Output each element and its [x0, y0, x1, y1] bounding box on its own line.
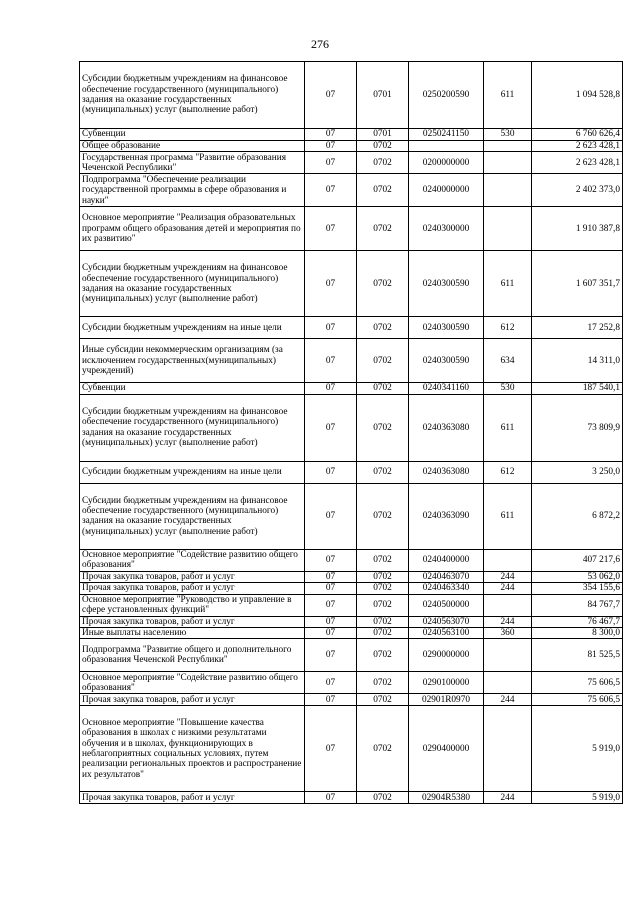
- row-target-article: [409, 141, 484, 152]
- row-section: 07: [305, 62, 357, 129]
- row-target-article: 0240363080: [409, 394, 484, 461]
- row-section: 07: [305, 317, 357, 339]
- row-section: 07: [305, 141, 357, 152]
- table-row: [80, 483, 623, 549]
- row-name: Субсидии бюджетным учреждениям на финансовое обеспечение государственного (муниципального) задания на оказание государственных (муниципальных) услуг (выполнение работ): [80, 394, 305, 461]
- table-row: [80, 694, 623, 706]
- row-section: 07: [305, 672, 357, 694]
- table-row: [80, 594, 623, 616]
- page-number: 276: [311, 37, 329, 51]
- row-name: Субвенции: [80, 129, 305, 141]
- table-row: [80, 792, 623, 804]
- row-target-article: 0240563100: [409, 628, 484, 639]
- row-name: Прочая закупка товаров, работ и услуг: [80, 571, 305, 582]
- row-subsection: 0702: [357, 394, 409, 461]
- row-target-article: 02904R5380: [409, 792, 484, 804]
- row-target-article: 0200000000: [409, 152, 484, 174]
- table-row: [80, 639, 623, 672]
- row-section: 07: [305, 549, 357, 571]
- row-section: 07: [305, 174, 357, 207]
- row-amount: 407 217,6: [532, 549, 623, 571]
- row-expense-type: [484, 672, 532, 694]
- row-target-article: 0290000000: [409, 639, 484, 672]
- budget-table: [79, 61, 623, 804]
- row-target-article: 0240341160: [409, 383, 484, 394]
- row-expense-type: 612: [484, 317, 532, 339]
- row-subsection: 0702: [357, 251, 409, 317]
- row-subsection: 0702: [357, 317, 409, 339]
- row-target-article: 0240400000: [409, 549, 484, 571]
- table-row: [80, 339, 623, 383]
- row-subsection: 0702: [357, 483, 409, 549]
- row-name: Основное мероприятие "Содействие развитию общего образования": [80, 672, 305, 694]
- row-section: 07: [305, 694, 357, 706]
- row-expense-type: 612: [484, 461, 532, 483]
- row-expense-type: 634: [484, 339, 532, 383]
- row-target-article: 0250200590: [409, 62, 484, 129]
- row-expense-type: 360: [484, 628, 532, 639]
- row-subsection: 0701: [357, 129, 409, 141]
- table-row: [80, 628, 623, 639]
- row-name: Субсидии бюджетным учреждениям на финансовое обеспечение государственного (муниципального) задания на оказание государственных (муниципальных) услуг (выполнение работ): [80, 62, 305, 129]
- row-subsection: 0702: [357, 207, 409, 251]
- row-target-article: 0240463340: [409, 583, 484, 594]
- table-row: [80, 549, 623, 571]
- row-name: Субсидии бюджетным учреждениям на иные цели: [80, 317, 305, 339]
- row-amount: 53 062,0: [532, 571, 623, 582]
- table-row: [80, 141, 623, 152]
- row-section: 07: [305, 594, 357, 616]
- row-expense-type: 244: [484, 694, 532, 706]
- row-expense-type: 530: [484, 383, 532, 394]
- row-target-article: 0240463070: [409, 571, 484, 582]
- row-expense-type: 611: [484, 394, 532, 461]
- row-amount: 1 910 387,8: [532, 207, 623, 251]
- table-row: [80, 251, 623, 317]
- row-amount: 2 402 373,0: [532, 174, 623, 207]
- row-subsection: 0702: [357, 461, 409, 483]
- row-expense-type: 244: [484, 616, 532, 627]
- table-row: [80, 207, 623, 251]
- row-section: 07: [305, 207, 357, 251]
- row-name: Иные выплаты населению: [80, 628, 305, 639]
- row-expense-type: [484, 639, 532, 672]
- row-amount: 2 623 428,1: [532, 141, 623, 152]
- table-row: [80, 129, 623, 141]
- row-section: 07: [305, 383, 357, 394]
- row-target-article: 0240300000: [409, 207, 484, 251]
- row-amount: 14 311,0: [532, 339, 623, 383]
- table-row: [80, 174, 623, 207]
- row-section: 07: [305, 706, 357, 792]
- row-target-article: 0240300590: [409, 339, 484, 383]
- row-target-article: 0290100000: [409, 672, 484, 694]
- row-section: 07: [305, 639, 357, 672]
- row-expense-type: [484, 706, 532, 792]
- row-subsection: 0702: [357, 571, 409, 582]
- table-row: [80, 317, 623, 339]
- row-expense-type: 244: [484, 792, 532, 804]
- row-expense-type: 530: [484, 129, 532, 141]
- row-amount: 75 606,5: [532, 672, 623, 694]
- row-target-article: 0240563070: [409, 616, 484, 627]
- row-section: 07: [305, 792, 357, 804]
- row-section: 07: [305, 571, 357, 582]
- row-target-article: 0240000000: [409, 174, 484, 207]
- row-amount: 2 623 428,1: [532, 152, 623, 174]
- row-expense-type: [484, 594, 532, 616]
- row-subsection: 0702: [357, 141, 409, 152]
- row-name: Подпрограмма "Развитие общего и дополнительного образования Чеченской Республики": [80, 639, 305, 672]
- row-expense-type: 244: [484, 571, 532, 582]
- row-amount: 81 525,5: [532, 639, 623, 672]
- row-subsection: 0702: [357, 694, 409, 706]
- table-row: [80, 706, 623, 792]
- row-amount: 1 094 528,8: [532, 62, 623, 129]
- row-amount: 84 767,7: [532, 594, 623, 616]
- table-row: [80, 616, 623, 627]
- row-target-article: 0240363090: [409, 483, 484, 549]
- row-subsection: 0702: [357, 639, 409, 672]
- row-subsection: 0702: [357, 174, 409, 207]
- row-target-article: 0240300590: [409, 317, 484, 339]
- row-subsection: 0702: [357, 594, 409, 616]
- row-section: 07: [305, 152, 357, 174]
- row-amount: 354 155,6: [532, 583, 623, 594]
- row-target-article: 02901R0970: [409, 694, 484, 706]
- row-expense-type: [484, 141, 532, 152]
- row-name: Общее образование: [80, 141, 305, 152]
- row-target-article: 0240363080: [409, 461, 484, 483]
- row-amount: 73 809,9: [532, 394, 623, 461]
- row-subsection: 0702: [357, 792, 409, 804]
- row-expense-type: [484, 207, 532, 251]
- row-name: Субсидии бюджетным учреждениям на иные цели: [80, 461, 305, 483]
- row-section: 07: [305, 251, 357, 317]
- row-amount: 76 467,7: [532, 616, 623, 627]
- row-name: Прочая закупка товаров, работ и услуг: [80, 792, 305, 804]
- row-expense-type: [484, 174, 532, 207]
- row-section: 07: [305, 339, 357, 383]
- row-expense-type: [484, 152, 532, 174]
- row-name: Иные субсидии некоммерческим организациям (за исключением государственных(муниципальных) учреждений): [80, 339, 305, 383]
- row-name: Основное мероприятие "Руководство и управление в сфере установленных функций": [80, 594, 305, 616]
- table-row: [80, 383, 623, 394]
- row-section: 07: [305, 616, 357, 627]
- row-subsection: 0702: [357, 549, 409, 571]
- row-subsection: 0702: [357, 583, 409, 594]
- table-row: [80, 152, 623, 174]
- row-section: 07: [305, 483, 357, 549]
- row-amount: 6 872,2: [532, 483, 623, 549]
- table-row: [80, 62, 623, 129]
- row-name: Прочая закупка товаров, работ и услуг: [80, 694, 305, 706]
- row-name: Прочая закупка товаров, работ и услуг: [80, 616, 305, 627]
- table-row: [80, 571, 623, 582]
- row-amount: 17 252,8: [532, 317, 623, 339]
- row-amount: 8 300,0: [532, 628, 623, 639]
- row-name: Субсидии бюджетным учреждениям на финансовое обеспечение государственного (муниципального) задания на оказание государственных (муниципальных) услуг (выполнение работ): [80, 483, 305, 549]
- row-section: 07: [305, 583, 357, 594]
- budget-table-body: [80, 62, 623, 804]
- row-expense-type: 611: [484, 251, 532, 317]
- row-subsection: 0702: [357, 672, 409, 694]
- row-amount: 187 540,1: [532, 383, 623, 394]
- table-row: [80, 394, 623, 461]
- row-subsection: 0702: [357, 616, 409, 627]
- table-row: [80, 583, 623, 594]
- row-name: Государственная программа "Развитие образования Чеченской Республики": [80, 152, 305, 174]
- row-amount: 1 607 351,7: [532, 251, 623, 317]
- row-subsection: 0702: [357, 339, 409, 383]
- row-section: 07: [305, 461, 357, 483]
- row-subsection: 0701: [357, 62, 409, 129]
- row-target-article: 0240500000: [409, 594, 484, 616]
- row-name: Субвенции: [80, 383, 305, 394]
- row-subsection: 0702: [357, 706, 409, 792]
- row-target-article: 0250241150: [409, 129, 484, 141]
- row-section: 07: [305, 129, 357, 141]
- row-expense-type: 611: [484, 62, 532, 129]
- row-amount: 5 919,0: [532, 792, 623, 804]
- row-subsection: 0702: [357, 383, 409, 394]
- row-amount: 6 760 626,4: [532, 129, 623, 141]
- row-subsection: 0702: [357, 628, 409, 639]
- row-expense-type: 611: [484, 483, 532, 549]
- row-name: Основное мероприятие "Повышение качества образования в школах с низкими результатами обучения и в школах, функционирующих в неблагоприятных социальных условиях, путем реализации региональных проектов и распространение их результатов": [80, 706, 305, 792]
- row-name: Основное мероприятие "Содействие развитию общего образования": [80, 549, 305, 571]
- row-name: Субсидии бюджетным учреждениям на финансовое обеспечение государственного (муниципального) задания на оказание государственных (муниципальных) услуг (выполнение работ): [80, 251, 305, 317]
- row-name: Прочая закупка товаров, работ и услуг: [80, 583, 305, 594]
- row-expense-type: 244: [484, 583, 532, 594]
- row-subsection: 0702: [357, 152, 409, 174]
- row-expense-type: [484, 549, 532, 571]
- table-row: [80, 461, 623, 483]
- table-row: [80, 672, 623, 694]
- row-amount: 3 250,0: [532, 461, 623, 483]
- row-name: Основное мероприятие "Реализация образовательных программ общего образования детей и мероприятия по их развитию": [80, 207, 305, 251]
- row-target-article: 0290400000: [409, 706, 484, 792]
- row-target-article: 0240300590: [409, 251, 484, 317]
- row-amount: 5 919,0: [532, 706, 623, 792]
- row-section: 07: [305, 394, 357, 461]
- row-amount: 75 606,5: [532, 694, 623, 706]
- row-section: 07: [305, 628, 357, 639]
- row-name: Подпрограмма "Обеспечение реализации государственной программы в сфере образования и науки": [80, 174, 305, 207]
